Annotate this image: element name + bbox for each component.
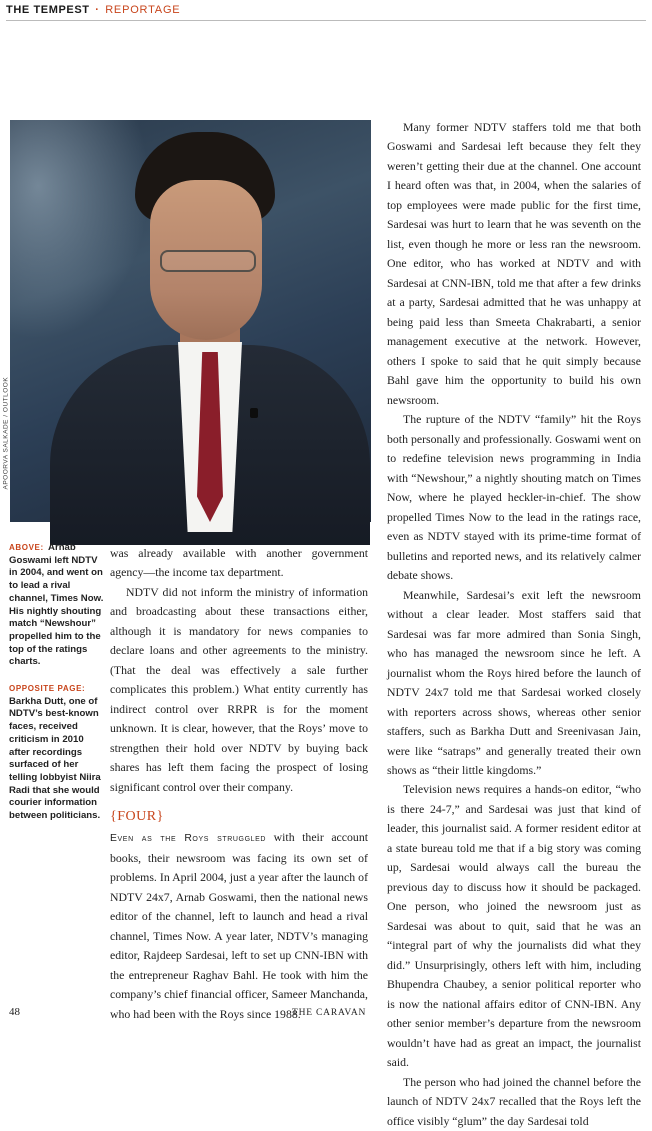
col1-paragraph: was already available with another government agency—the income tax department. <box>110 546 368 580</box>
article-column-2 <box>387 118 641 1131</box>
header-separator: · <box>95 4 100 16</box>
caption-above-text: Arnab Goswami left NDTV in 2004, and went on to lead a rival channel, Times Now. His nightly shouting match “Newshour” propelled him to the top of the ratings charts. <box>9 542 104 668</box>
photo-glasses <box>160 250 256 272</box>
section-head-four: {FOUR} <box>110 809 164 825</box>
portrait-photo <box>10 120 371 522</box>
col2-paragraph: Television news requires a hands-on editor, “who is there 24-7,” and Sardesai was just that kind of leader, this journalist said. A former resident editor at a state bureau told me that if a big story was coming up, Sardesai would always call the bureau the previous day to discuss how it should be packaged. One person, who joined the newsroom just as Sardesai was about to quit, said that he was an “integral part of why the journalists did what they did.” Unsurprisingly, others left with him, including Bhupendra Chaubey, a senior political reporter who is now the national affairs editor of CNN-IBN. Any other senior member’s departure from the newsroom wouldn’t have had as great an impact, the journalist said. <box>387 782 641 1070</box>
article-column-1 <box>110 544 368 1024</box>
col1-paragraph: NDTV did not inform the ministry of information and broadcasting about these transactions either, although it is mandatory for news companies to declare loans and other agreements to the ministry. (That the deal was effectively a sale further complicates this problem.) What entity currently has indirect control over RRPR is for the moment unknown. It is clear, however, that the Roys’ move to strengthen their hold over NDTV by buying back shares has left them facing the prospect of losing significant control over their company. <box>110 584 368 794</box>
header-section: REPORTAGE <box>105 4 181 16</box>
lapel-mic <box>250 408 258 418</box>
caption-above <box>9 542 104 669</box>
photo-captions <box>9 542 104 837</box>
header-magazine-section: THE TEMPEST <box>6 4 90 16</box>
col2-paragraph: Meanwhile, Sardesai’s exit left the newsroom without a clear leader. Most staffers said that Sardesai was far more admired than Sonia Singh, who has managed the newsroom since he left. A journalist whom the Roys hired before the launch of NDTV 24x7 told me that Sardesai worked closely with reporters across shows, whereas other senior staffers, such as Barkha Dutt and Sreenivasan Jain, were like “satraps” and generally treated their own shows as “their little kingdoms.” <box>387 587 641 777</box>
col2-paragraph: The rupture of the NDTV “family” hit the Roys both personally and professionally. Goswami went on to redefine television news programming in India with “Newshour,” a nightly shouting match on Times Now, where he played heckler-in-chief. The show propelled Times Now to the lead in the ratings race, even as NDTV stayed with its prime-time format of bulletins and reported news, and its relatively calmer debate shows. <box>387 412 641 583</box>
caption-above-label: ABOVE: <box>9 543 44 552</box>
photo-credit: APOORVA SALKADE / OUTLOOK <box>2 376 10 490</box>
studio-light <box>10 120 150 340</box>
col2-paragraph: Many former NDTV staffers told me that both Goswami and Sardesai left because they felt they weren’t getting their due at the channel. One account I heard often was that, in 2004, when the salaries of top employees were made public for the first time, Sardesai was hurt to learn that he was seventh on the list, even though he more or less ran the newsroom. One editor, who has worked at NDTV and with Sardesai at CNN-IBN, told me that after a few drinks at a party, Sardesai admitted that he was unhappy at being paid less than Smeeta Chakrabarti, a senior management executive at the network. However, others I spoke to said that he quit simply because Bahl gave him the opportunity to build his own newsroom. <box>387 120 641 407</box>
col1-lead-paragraph <box>110 828 368 1024</box>
caption-opposite-text: Barkha Dutt, one of NDTV’s best-known faces, received criticism in 2010 after recordings surfaced of her telling lobbyist Niira Radi that she would courier information between politicians. <box>9 695 101 822</box>
lead-in-smallcaps: Even as the Roys struggled <box>110 833 267 845</box>
header-rule <box>6 20 646 21</box>
caption-opposite-label: OPPOSITE PAGE: <box>9 684 86 694</box>
caption-opposite <box>9 683 104 823</box>
lead-in-rest: with their account books, their newsroom was facing its own set of problems. In April 2004, just a year after the launch of NDTV 24x7, Arnab Goswami, then the national news editor of the channel, left to launch and head a rival channel, Times Now. A year later, NDTV’s managing editor, Rajdeep Sardesai, left to set up CNN-IBN with the entrepreneur Raghav Bahl. He took with him the company’s chief financial officer, Sameer Manchanda, who had been with the Roys since 1988. <box>110 830 368 1021</box>
page-number: 48 <box>9 1006 20 1018</box>
running-header <box>6 4 180 16</box>
footer-magazine-name: THE CARAVAN <box>292 1008 367 1018</box>
col2-paragraph: The person who had joined the channel before the launch of NDTV 24x7 recalled that the Roys left the office visibly “glum” the day Sardesai told <box>387 1074 641 1128</box>
